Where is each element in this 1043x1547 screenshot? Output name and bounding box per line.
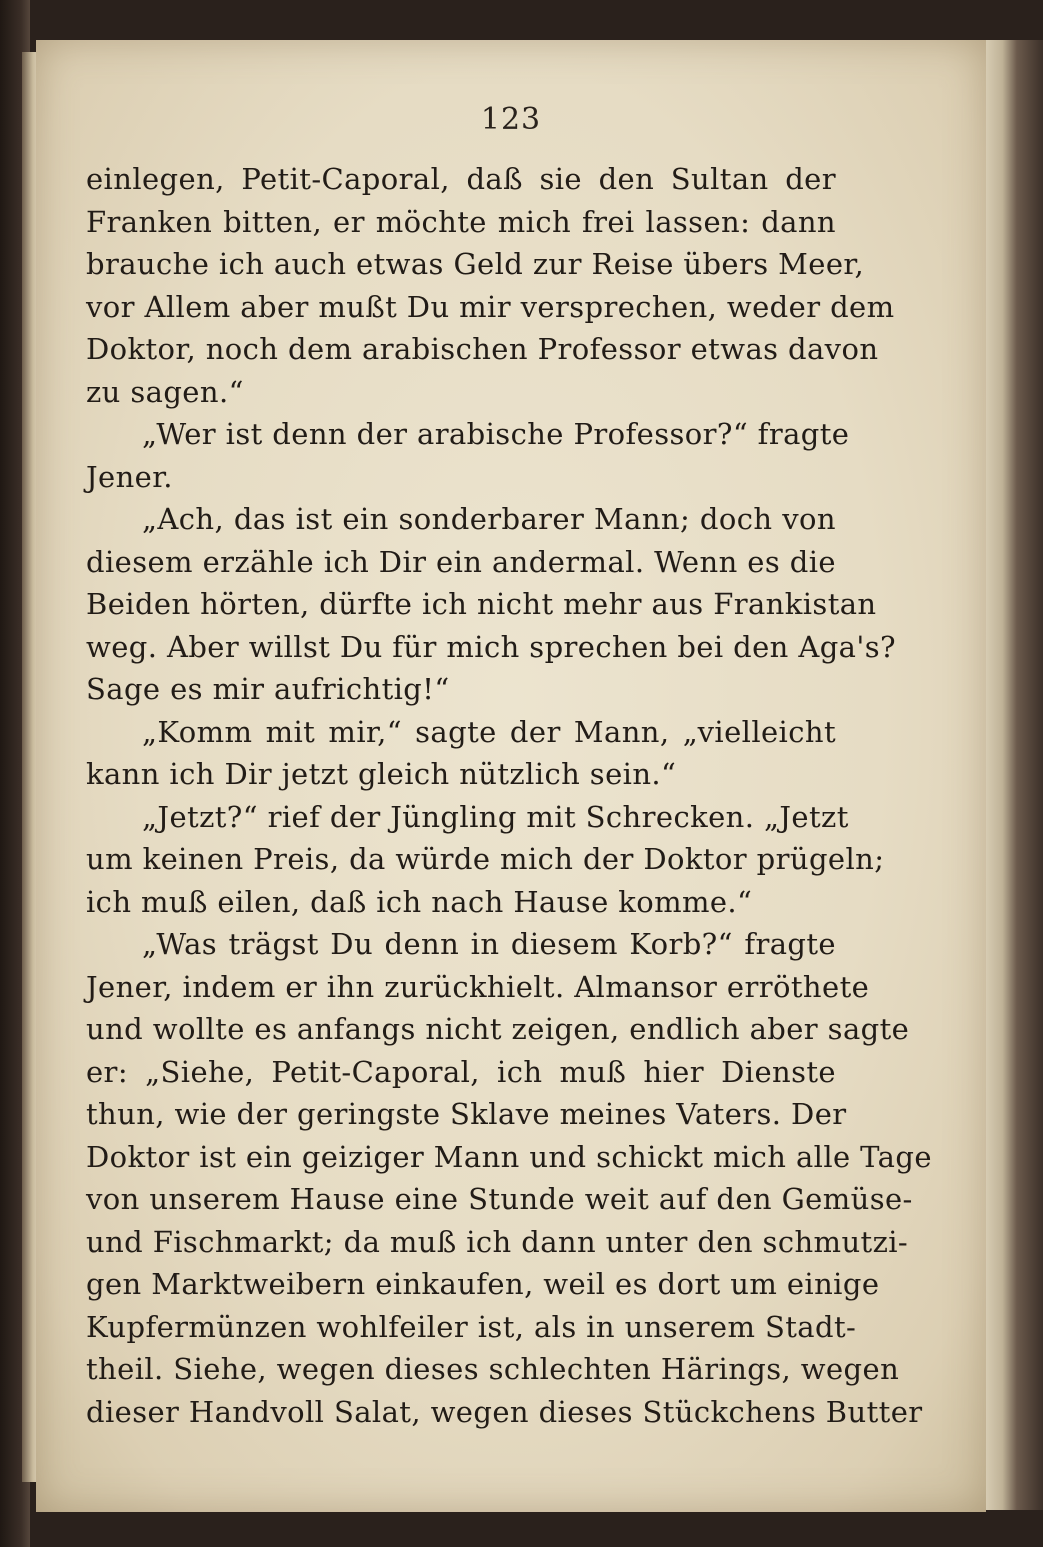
text-line: „Komm mit mir,“ sagte der Mann, „vielleicht — [142, 714, 836, 749]
text-line: gen Marktweibern einkaufen, weil es dort um einige — [86, 1267, 880, 1301]
book-cover-right — [985, 40, 1043, 1510]
text-line: „Ach, das ist ein sonderbarer Mann; doch von — [142, 502, 836, 536]
page-number: 123 — [480, 102, 542, 137]
text-line: kann ich Dir jetzt gleich nützlich sein.“ — [86, 757, 677, 791]
text-line: brauche ich auch etwas Geld zur Reise übers Meer, — [86, 247, 865, 281]
text-line: „Was trägst Du denn in diesem Korb?“ fragte — [142, 927, 836, 961]
text-line: vor Allem aber mußt Du mir versprechen, weder dem — [86, 289, 895, 324]
text-line: dieser Handvoll Salat, wegen dieses Stückchens Butter — [86, 1394, 923, 1429]
book-page — [36, 40, 986, 1512]
body-text — [86, 158, 932, 1433]
text-line: Jener, indem er ihn zurückhielt. Almansor erröthete — [86, 969, 870, 1004]
text-line: von unserem Hause eine Stunde weit auf den Gemüse- — [86, 1182, 913, 1216]
text-line: ich muß eilen, daß ich nach Hause komme.“ — [86, 884, 753, 919]
text-line: er: „Siehe, Petit-Caporal, ich muß hier Dienste — [86, 1054, 836, 1089]
text-line: zu sagen.“ — [86, 374, 244, 409]
text-line: Sage es mir aufrichtig!“ — [86, 672, 450, 706]
text-line: um keinen Preis, da würde mich der Doktor prügeln; — [86, 842, 885, 876]
text-line: Beiden hörten, dürfte ich nicht mehr aus Frankistan — [86, 587, 877, 621]
text-line: Doktor, noch dem arabischen Professor etwas davon — [86, 332, 879, 366]
text-line: Doktor ist ein geiziger Mann und schickt mich alle Tage — [86, 1139, 932, 1174]
text-line: theil. Siehe, wegen dieses schlechten Härings, wegen — [86, 1352, 900, 1386]
text-line: Jener. — [86, 459, 173, 494]
text-line: „Wer ist denn der arabische Professor?“ fragte — [142, 417, 850, 451]
text-line: Kupfermünzen wohlfeiler ist, als in unserem Stadt- — [86, 1309, 857, 1344]
text-line: Franken bitten, er möchte mich frei lassen: dann — [86, 204, 836, 239]
text-line: thun, wie der geringste Sklave meines Vaters. Der — [86, 1097, 847, 1131]
text-line: weg. Aber willst Du für mich sprechen bei den Aga's? — [86, 629, 896, 664]
text-line: und wollte es anfangs nicht zeigen, endlich aber sagte — [86, 1012, 910, 1046]
text-line: und Fischmarkt; da muß ich dann unter den schmutzi- — [86, 1224, 909, 1259]
text-line: einlegen, Petit-Caporal, daß sie den Sultan der — [86, 162, 836, 196]
text-line: „Jetzt?“ rief der Jüngling mit Schrecken. „Jetzt — [142, 799, 849, 834]
text-line: diesem erzähle ich Dir ein andermal. Wenn es die — [86, 544, 836, 579]
